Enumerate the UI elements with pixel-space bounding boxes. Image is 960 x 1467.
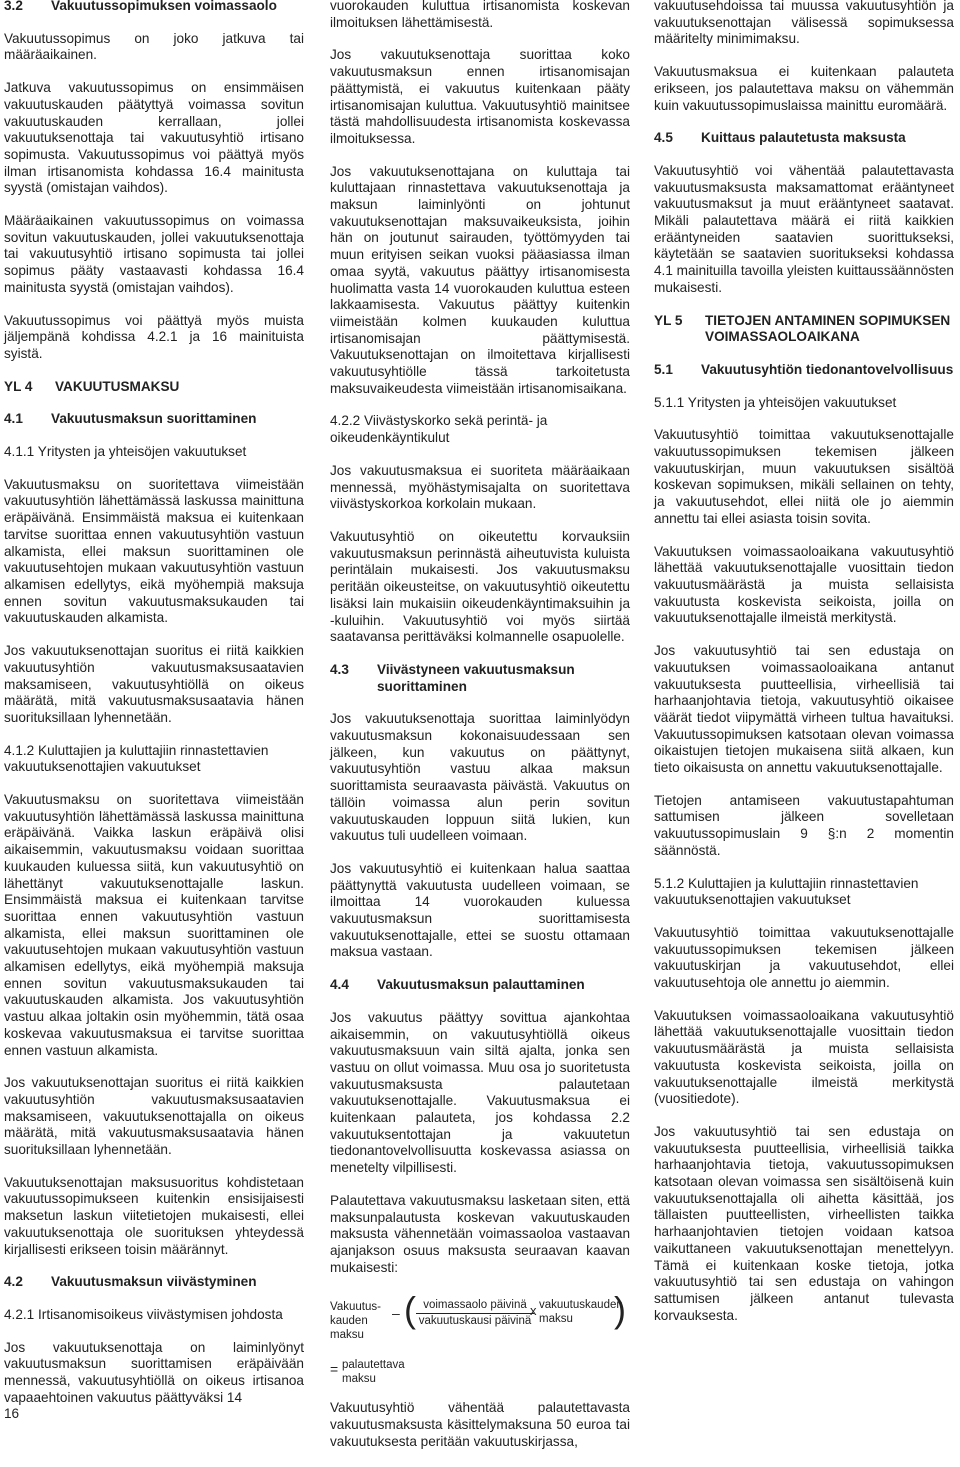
formula-denominator: vakuutuskausi päivinä bbox=[418, 1315, 532, 1328]
paragraph: Vakuutusmaksu on suoritettava viimeistään vakuutusyhtiön lähettämässä laskussa mainittuna eräpäivänä. Vaikka laskun eräpäivä olisi aikaisemmin, vakuutusmaksu voidaan suorittaa kuukauden kuluessa siitä, kun vakuutusyhtiö on lähettänyt vakuutuksenottajalle laskun. Ensimmäistä maksua ei kuitenkaan tarvitse suorittaa ennen vakuutusyhtiön vastuun alkamista, ellei maksun suorittaminen ole vakuutusehtojen mukaan vakuutusyhtiön vastuun alkamisen edellytys, eikä myöhempiä maksuja ennen sovitun vakuutusmaksukauden tai vakuutuskauden alkamista. Jos vakuutusyhtiön vastuu alkaa joltakin osin myöhemmin, tätä osaa koskevaa vakuutusmaksua ei tarvitse suorittaa ennen vastuun alkamista. bbox=[4, 792, 304, 1058]
subsection-4-2-2-heading: 4.2.2 Viivästyskorko sekä perintä- ja oikeudenkäyntikulut bbox=[330, 413, 548, 446]
formula-lhs-line: Vakuutus- bbox=[330, 1301, 381, 1314]
section-number: 4.4 bbox=[330, 977, 349, 993]
section-title: Vakuutusmaksun viivästyminen bbox=[51, 1274, 257, 1290]
paragraph: Vakuutusmaksu on suoritettava viimeistään vakuutusyhtiön lähettämässä laskussa mainittuna eräpäivänä. Ensimmäistä maksua ei kuitenkaan tarvitse suorittaa ennen vakuutusyhtiön vastuun alkamista, ellei maksun suorittaminen ole vakuutusehtojen mukaan vakuutusyhtiön vastuun alkamisen edellytys, eikä myöhempiä maksuja ennen sovitun vakuutusmaksukauden tai vakuutuskauden alkamista. bbox=[4, 476, 304, 626]
section-number: 5.1 bbox=[654, 361, 673, 377]
formula-equals: = bbox=[330, 1361, 339, 1378]
section-5-1-heading bbox=[654, 362, 954, 379]
paragraph: Jos vakuutusmaksua ei suoriteta määräaikaan mennessä, myöhästymisajalta on suoritettava viivästyskorkoa korkolain mukaan. bbox=[330, 462, 630, 512]
section-4-4-heading bbox=[330, 977, 630, 994]
formula-rhs-line: vakuutuskauden bbox=[539, 1299, 623, 1312]
paragraph: Vakuutussopimus voi päättyä myös muista jäljempänä kohdissa 4.2.1 ja 16 mainituista syistä. bbox=[4, 312, 304, 361]
paragraph: Jos vakuutuksenottajan suoritus ei riitä kaikkien vakuutusyhtiön vakuutusmaksusaatavien maksamiseen, vakuutusyhtiöllä on oikeus määrätä, mitä vakuutusmaksusaatavia hänen suorituksillaan lyhennetään. bbox=[4, 643, 304, 725]
paragraph: Vakuutuksen voimassaoloaikana vakuutusyhtiö lähettää vakuutuksenottajalle vuosittain tiedon vakuutusmäärästä ja muista sellaisista vakuutusta koskevista seikoista, joilla on vakuutuksenottajalle ilmeistä merkitystä (vuositiedote). bbox=[654, 1007, 954, 1107]
section-3-2-heading bbox=[4, 0, 304, 15]
section-number: 4.2 bbox=[4, 1274, 23, 1290]
column-2 bbox=[330, 0, 630, 1467]
subsection-5-1-1-heading: 5.1.1 Yritysten ja yhteisöjen vakuutukset bbox=[654, 394, 897, 410]
formula-rhs-line: maksu bbox=[539, 1313, 573, 1326]
section-number: 4.3 bbox=[330, 661, 349, 677]
paragraph: Määräaikainen vakuutussopimus on voimassa sovitun vakuutuskauden, jollei vakuutuksenottaja tai vakuutusyhtiö irtisano sopimusta tai jollei sopimus pääty vastaavasti kohdassa 16.4 mainitusta syystä (omistajan vaihdos). bbox=[4, 213, 304, 295]
paragraph: Jos vakuutuksenottajana on kuluttaja tai kuluttajaan rinnastettava vakuutuksenottaja ja maksun laiminlyönti on johtunut vakuutuksenottajan maksuvaikeuksista, joihin hän on joutunut sairauden, työttömyyden tai muun erityisen seikan vuoksi pääasiassa ilman omaa syytä, vakuutus päättyy irtisanomisesta huolimatta vasta 14 vuorokauden kuluttua esteen lakkaamisesta. Vakuutus päättyy kuitenkin viimeistään kolmen kuukauden kuluttua irtisanomisajan päättymisestä. Vakuutuksenottajan on ilmoitettava kirjallisesti vakuutusyhtiölle tässä tarkoitetusta maksuvaikeudesta viimeistään irtisanomisaikana. bbox=[330, 163, 630, 396]
subsection-4-1-2-heading: 4.1.2 Kuluttajien ja kuluttajiin rinnastettavien vakuutuksenottajien vakuutukset bbox=[4, 742, 269, 775]
column-1 bbox=[4, 0, 304, 1423]
refund-formula bbox=[330, 1289, 630, 1354]
paragraph: Vakuutusmaksua ei kuitenkaan palauteta erikseen, jos palautettava maksu on vähemmän kuin vakuutussopimuslaissa mainittu euromäärä. bbox=[654, 64, 954, 113]
subsection-4-2-1-heading: 4.2.1 Irtisanomisoikeus viivästymisen johdosta bbox=[4, 1307, 283, 1322]
chapter-yl4-heading bbox=[4, 379, 304, 396]
formula-fraction bbox=[416, 1298, 534, 1328]
paragraph: Jos vakuutusyhtiö tai sen edustaja on vakuutuksesta puutteellisia, virheellisiä taikka harhaanjohtavia tietoja, vakuutussopimuksen katsotaan olevan voimassa sen sisältöisenä kuin vakuutuksenottajalla oli aihetta käsittää, jos tällaisten puutteellisten, virheellisten taikka harhaanjohtavien tietojen voidaan katsoa vaikuttaneen vakuutuksenottajan menettelyyn. Tämä ei kuitenkaan koske tietoja, jotka vakuutusyhtiö tai sen edustaja on vahingon sattumisen jälkeen antanut tulevasta korvauksesta. bbox=[654, 1123, 954, 1323]
section-number: 4.1 bbox=[4, 411, 23, 427]
paragraph: Vakuutuksen voimassaoloaikana vakuutusyhtiö lähettää vakuutuksenottajalle vuosittain tiedon vakuutusmäärästä ja muista sellaisista vakuutusta koskevista seikoista, joilla on vakuutuksenottajalle ilmeistä merkitystä. bbox=[654, 543, 954, 626]
paragraph: Vakuutusyhtiö toimittaa vakuutuksenottajalle vakuutussopimuksen tekemisen jälkeen vakuutuskirjan, muun vakuutuksen sisältöä koskevan sopimuksen, mikäli sellainen on tehty, ja vakuutusehdot, ellei niitä ole jo aiemmin annettu tai ellei asiasta toisin sovita. bbox=[654, 427, 954, 526]
paragraph: Jos vakuutuksenottaja on laiminlyönyt vakuutusmaksun suorittamisen eräpäivään mennessä, vakuutusyhtiöllä on oikeus irtisanoa vapaaehtoinen vakuutus päättyväksi 14 bbox=[4, 1339, 304, 1405]
page-number: 16 bbox=[4, 1406, 20, 1421]
formula-result-line: palautettava bbox=[342, 1359, 405, 1372]
paragraph: Tietojen antamiseen vakuutustapahtuman sattumisen jälkeen sovelletaan vakuutussopimuslain 9 §:n 2 momentin säännöstä. bbox=[654, 792, 954, 858]
chapter-title: VAKUUTUSMAKSU bbox=[55, 378, 180, 394]
column-3 bbox=[654, 0, 954, 1340]
paragraph: Jos vakuutus päättyy sovittua ajankohtaa aikaisemmin, on vakuutusyhtiöllä oikeus vakuutusmaksuun vain siltä ajalta, jonka sen vastuu on ollut voimassa. Muu osa jo suoritetusta vakuutusmaksusta palautetaan vakuutuksenottajalle. Vakuutusmaksua ei kuitenkaan palauteta, jos kohdassa 2.2 vakuutuksentottajan ja vakuutetun tiedonantovelvollisuutta koskevassa asiassa on menetelty vilpillisesti. bbox=[330, 1009, 630, 1176]
paragraph: Jos vakuutusyhtiö ei kuitenkaan halua saattaa päättynyttä vakuutusta uudelleen voimaan, se ilmoittaa 14 vuorokauden kuluessa vakuutusmaksun suorittamisesta vakuutuksenottajalle, ettei se suostu ottamaan maksua vastaan. bbox=[330, 860, 630, 960]
paragraph: Jatkuva vakuutussopimus on ensimmäisen vakuutuskauden päätyttyä voimassa sovitun vakuutuskauden kerrallaan, jollei vakuutuksenottaja tai vakuutusyhtiö irtisano sopimusta. Vakuutussopimus voi päättyä myös ilman irtisanomista kohdassa 16.4 mainitusta syystä (omistajan vaihdos). bbox=[4, 80, 304, 196]
paragraph: vakuutusehdoissa tai muussa vakuutusyhtiön ja vakuutuksenottajan välisessä sopimuksessa määritelty minimimaksu. bbox=[654, 0, 954, 47]
paragraph: Vakuutusyhtiö toimittaa vakuutuksenottajalle vakuutussopimuksen tekemisen jälkeen vakuutuskirjan ja vakuutusehdot, ellei vakuutusehtoja ole annettu jo aiemmin. bbox=[654, 924, 954, 991]
section-4-5-heading bbox=[654, 130, 954, 147]
formula-lhs-line: kauden maksu bbox=[330, 1315, 368, 1342]
paragraph: Jos vakuutuksenottaja suorittaa laiminlyödyn vakuutusmaksun kokonaisuudessaan sen jälkeen, kun vakuutus on päättynyt, vakuutusyhtiön vastuu alkaa maksun suorittamista seuraavasta päivästä. Vakuutus on tällöin voimassa alun perin sovitun vakuutuskauden loppuun siitä lukien, kun vakuutus tuli uudelleen voimaan. bbox=[330, 711, 630, 844]
section-4-1-heading bbox=[4, 411, 304, 428]
formula-lhs bbox=[330, 1300, 388, 1342]
formula-minus: – bbox=[392, 1305, 400, 1322]
section-title: Kuittaus palautetusta maksusta bbox=[701, 130, 906, 146]
paragraph: Palautettava vakuutusmaksu lasketaan siten, että maksunpalautusta koskevan vakuutuskauden maksusta vähennetään voimassaoloa vastaavan ajanjakson osuus maksusta seuraavan kaavan mukaisesti: bbox=[330, 1192, 630, 1275]
section-title: Viivästyneen vakuutusmaksun suorittaminen bbox=[377, 661, 575, 694]
formula-left-paren: ( bbox=[404, 1289, 416, 1331]
chapter-number: YL 5 bbox=[654, 312, 683, 328]
chapter-number: YL 4 bbox=[4, 378, 33, 394]
section-title: Vakuutusyhtiön tiedonantovelvollisuus bbox=[701, 361, 954, 377]
formula-rhs bbox=[539, 1298, 623, 1326]
section-number: 4.5 bbox=[654, 130, 673, 146]
formula-times: x bbox=[530, 1303, 537, 1319]
subsection-5-1-2-heading: 5.1.2 Kuluttajien ja kuluttajiin rinnastettavien vakuutuksenottajien vakuutukset bbox=[654, 875, 919, 908]
paragraph: Vakuutuksenottajan maksusuoritus kohdistetaan vakuutussopimukseen kuitenkin ensisijaisesti maksetun laskun viitetietojen mukaisesti, ellei vakuutuksenottaja ole suorituksen yhteydessä kirjallisesti erikseen toisin määrännyt. bbox=[4, 1174, 304, 1257]
section-4-3-heading bbox=[330, 662, 630, 695]
paragraph: Vakuutusyhtiö vähentää palautettavasta vakuutusmaksusta käsittelymaksuna 50 euroa tai vakuutuksesta peritään vakuutuskirjassa, bbox=[330, 1400, 630, 1449]
section-title: Vakuutusmaksun palauttaminen bbox=[377, 977, 585, 993]
paragraph: Vakuutussopimus on joko jatkuva tai määräaikainen. bbox=[4, 30, 304, 63]
chapter-yl5-heading bbox=[654, 313, 954, 346]
section-title: Vakuutusmaksun suorittaminen bbox=[51, 411, 257, 427]
section-4-2-heading bbox=[4, 1274, 304, 1291]
formula-result bbox=[330, 1359, 630, 1392]
paragraph: Vakuutusyhtiö voi vähentää palautettavasta vakuutusmaksusta maksamattomat erääntyneet vakuutusmaksut ja muut erääntyneet saatavat. Mikäli palautettava määrä ei riitä kaikkien erääntyneiden saatavien suorittukseksi, käytetään se saatavien suoritukseksi kohdassa 4.1 mainituilla tavoilla yleisten kuittaussäännösten mukaisesti. bbox=[654, 162, 954, 295]
paragraph: Jos vakuutuksenottajan suoritus ei riitä kaikkien vakuutusyhtiön vakuutusmaksusaatavien maksamiseen, vakuutuksenottajalla on oikeus määrätä, mitä vakuutusmaksusaatavia hänen suorituksillaan lyhennetään. bbox=[4, 1075, 304, 1158]
formula-result-line: maksu bbox=[342, 1373, 376, 1386]
chapter-title: TIETOJEN ANTAMINEN SOPIMUKSEN VOIMASSAOLOAIKANA bbox=[705, 312, 951, 345]
paragraph: Jos vakuutusyhtiö tai sen edustaja on vakuutuksen voimassaoloaikana antanut vakuutuksesta puutteellisia, virheellisiä tai harhaanjohtavia tietoja, vakuutusyhtiö oikaisee väärät tiedot viipymättä virheen tultua havaituksi. Vakuutussopimuksen katsotaan olevan voimassa oikaistujen tietojen mukaisena siitä alkaen, kun tieto oikaisusta on annettu vakuutuksenottajalle. bbox=[654, 643, 954, 776]
formula-result-label bbox=[342, 1358, 405, 1386]
formula-right-paren: ) bbox=[614, 1289, 626, 1331]
paragraph: vuorokauden kuluttua irtisanomista koskevan ilmoituksen lähettämisestä. bbox=[330, 0, 630, 30]
section-title: Vakuutussopimuksen voimassaolo bbox=[51, 0, 277, 13]
paragraph: Vakuutusyhtiö on oikeutettu korvauksiin vakuutusmaksun perinnästä aiheutuvista kuluista perintälain mukaisesti. Jos vakuutusmaksu peritään oikeusteitse, on vakuutusyhtiö oikeutettu lisäksi lain mukaisiin oikeudenkäyntimaksuihin ja -kuluihin. Vakuutusyhtiö voi myös siirtää saatavansa perittäväksi kolmannelle osapuolelle. bbox=[330, 528, 630, 645]
paragraph: Jos vakuutuksenottaja suorittaa koko vakuutusmaksun ennen irtisanomisajan päättymistä, ei vakuutus kuitenkaan pääty irtisanomisajan kuluttua. Vakuutusyhtiö mainitsee tästä mahdollisuudesta irtisanomista koskevassa ilmoituksessa. bbox=[330, 47, 630, 146]
section-number: 3.2 bbox=[4, 0, 23, 13]
subsection-4-1-1-heading: 4.1.1 Yritysten ja yhteisöjen vakuutukset bbox=[4, 444, 247, 460]
formula-numerator: voimassaolo päivinä bbox=[416, 1298, 534, 1314]
